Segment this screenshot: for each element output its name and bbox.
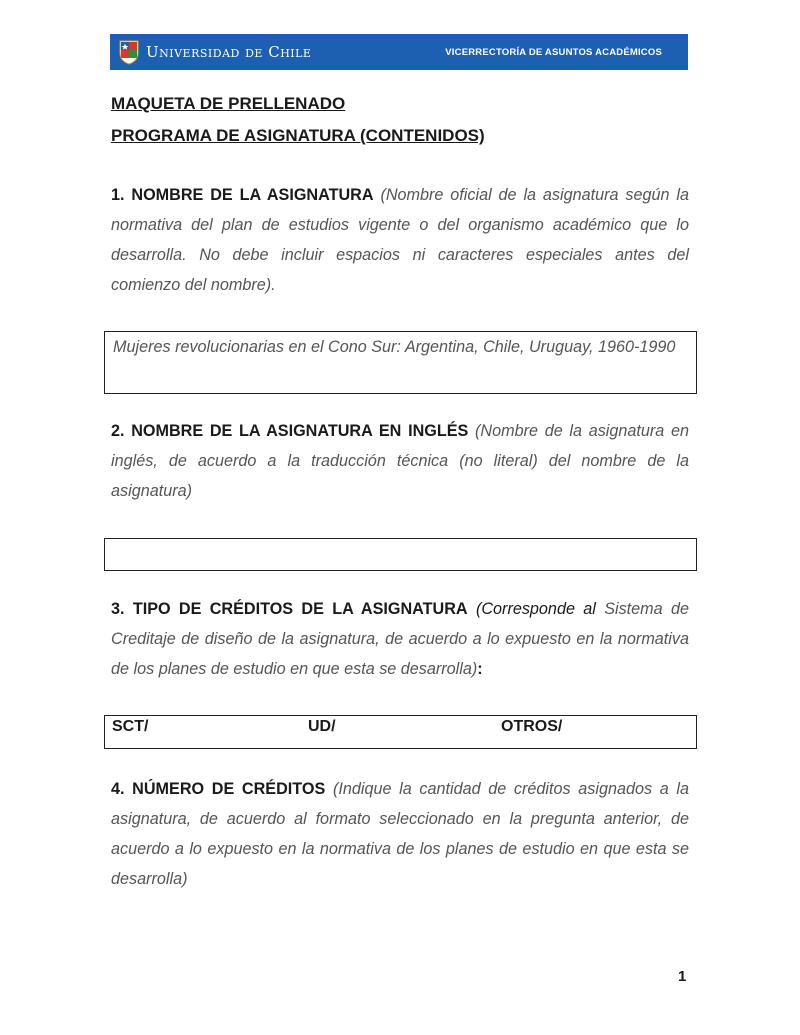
section-2-heading: 2. NOMBRE DE LA ASIGNATURA EN INGLÉS	[111, 422, 469, 440]
credit-option-otros[interactable]: OTROS/	[501, 718, 563, 735]
credit-option-sct[interactable]: SCT/	[112, 718, 149, 735]
document-title: MAQUETA DE PRELLENADO	[111, 94, 346, 113]
section-2-description: (Nombre de la asignatura en inglés, de acuerdo a la traducción técnica (no literal) del nombre de la asignatura)	[111, 422, 689, 500]
credit-type-options	[105, 716, 696, 736]
section-4	[111, 774, 689, 894]
section-3-heading: 3. TIPO DE CRÉDITOS DE LA ASIGNATURA	[111, 600, 468, 618]
section-1-description: (Nombre oficial de la asignatura según la normativa del plan de estudios vigente o del organismo académico que lo desarrolla. No debe incluir espacios ni caracteres especiales antes del comienzo del nombre).	[111, 186, 689, 294]
section-4-heading: 4. NÚMERO DE CRÉDITOS	[111, 780, 326, 798]
section-2	[111, 416, 689, 506]
section-3-description-lead: (Corresponde al	[475, 600, 596, 618]
course-name-field[interactable]	[104, 331, 697, 394]
section-3-colon: :	[477, 660, 483, 678]
credit-option-ud[interactable]: UD/	[308, 718, 336, 735]
section-4-description: (Indique la cantidad de créditos asignados a la asignatura, de acuerdo al formato seleccionado en la pregunta anterior, de acuerdo a lo expuesto en la normativa de los planes de estudio en que esta se desarrolla)	[111, 780, 689, 888]
document-subtitle: PROGRAMA DE ASIGNATURA (CONTENIDOS)	[111, 126, 485, 145]
section-1	[111, 180, 689, 300]
university-name: Universidad de Chile	[146, 43, 312, 61]
english-name-value	[105, 539, 696, 541]
page-number: 1	[678, 968, 687, 985]
course-name-value: Mujeres revolucionarias en el Cono Sur: Argentina, Chile, Uruguay, 1960-1990	[113, 338, 676, 356]
university-crest-icon	[118, 39, 140, 65]
section-3-description: Sistema de Creditaje de diseño de la asignatura, de acuerdo a lo expuesto en la normativa de los planes de estudio en que esta se desarrolla)	[111, 600, 690, 678]
credit-type-field[interactable]	[104, 715, 697, 749]
english-name-field[interactable]	[104, 538, 697, 571]
header-banner	[110, 34, 688, 70]
office-name: VICERRECTORÍA DE ASUNTOS ACADÉMICOS	[445, 46, 662, 58]
section-1-heading: 1. NOMBRE DE LA ASIGNATURA	[111, 186, 374, 204]
section-3	[111, 594, 689, 684]
